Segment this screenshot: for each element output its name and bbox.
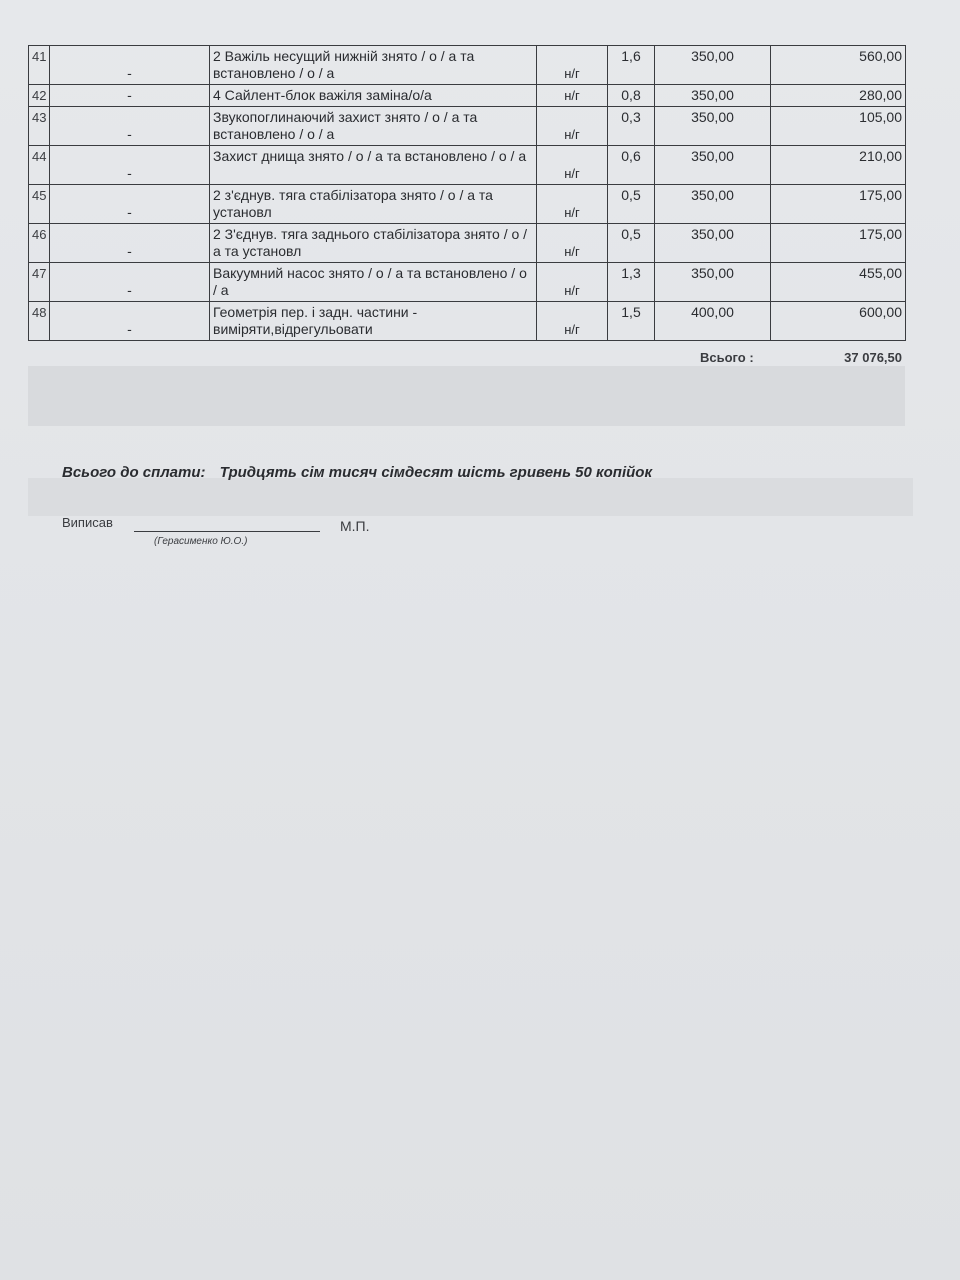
row-number: 48 <box>29 302 50 341</box>
payment-line <box>62 464 652 481</box>
row-price: 400,00 <box>655 302 771 341</box>
row-unit-text: н/г <box>564 166 580 181</box>
row-unit <box>537 263 608 302</box>
row-unit-text: н/г <box>564 66 580 81</box>
row-unit <box>537 107 608 146</box>
payment-label: Всього до сплати: <box>62 464 206 481</box>
row-number: 44 <box>29 146 50 185</box>
row-quantity: 0,3 <box>608 107 655 146</box>
row-quantity: 1,5 <box>608 302 655 341</box>
row-code-text: - <box>127 65 132 81</box>
row-number: 43 <box>29 107 50 146</box>
table-row <box>29 185 906 224</box>
table-body <box>29 46 906 341</box>
row-unit <box>537 185 608 224</box>
row-code <box>50 85 210 107</box>
row-quantity: 1,6 <box>608 46 655 85</box>
gray-band-payment <box>28 478 913 516</box>
row-sum: 175,00 <box>771 224 906 263</box>
row-description: Геометрія пер. і задн. частини - виміряти,відрегульовати <box>210 302 537 341</box>
row-code-text: - <box>127 87 132 103</box>
row-number: 42 <box>29 85 50 107</box>
row-code-text: - <box>127 165 132 181</box>
row-quantity: 1,3 <box>608 263 655 302</box>
row-code <box>50 185 210 224</box>
total-value: 37 076,50 <box>844 350 902 365</box>
works-table <box>28 45 906 341</box>
row-description: Звукопоглинаючий захист знято / о / а та встановлено / о / а <box>210 107 537 146</box>
row-sum: 210,00 <box>771 146 906 185</box>
row-sum: 280,00 <box>771 85 906 107</box>
row-number: 46 <box>29 224 50 263</box>
row-sum: 455,00 <box>771 263 906 302</box>
row-quantity: 0,5 <box>608 224 655 263</box>
row-price: 350,00 <box>655 85 771 107</box>
row-quantity: 0,6 <box>608 146 655 185</box>
row-unit-text: н/г <box>564 244 580 259</box>
row-description: 2 Важіль несущий нижній знято / о / а та встановлено / о / а <box>210 46 537 85</box>
row-unit <box>537 302 608 341</box>
table-row <box>29 146 906 185</box>
row-unit-text: н/г <box>564 88 580 103</box>
row-code <box>50 146 210 185</box>
row-code-text: - <box>127 282 132 298</box>
table-row <box>29 85 906 107</box>
row-description: 2 з'єднув. тяга стабілізатора знято / о / а та установл <box>210 185 537 224</box>
row-code-text: - <box>127 321 132 337</box>
row-number: 45 <box>29 185 50 224</box>
table-row <box>29 224 906 263</box>
row-description: 2 З'єднув. тяга заднього стабілізатора знято / о / а та установл <box>210 224 537 263</box>
row-code <box>50 302 210 341</box>
row-code-text: - <box>127 243 132 259</box>
row-unit-text: н/г <box>564 322 580 337</box>
row-sum: 560,00 <box>771 46 906 85</box>
row-sum: 600,00 <box>771 302 906 341</box>
row-code-text: - <box>127 204 132 220</box>
row-number: 41 <box>29 46 50 85</box>
row-price: 350,00 <box>655 224 771 263</box>
row-unit <box>537 85 608 107</box>
issued-by-label: Виписав <box>62 515 113 530</box>
table-row <box>29 46 906 85</box>
stamp-place-label: М.П. <box>340 518 370 534</box>
row-code-text: - <box>127 126 132 142</box>
row-unit <box>537 224 608 263</box>
row-unit-text: н/г <box>564 127 580 142</box>
table-row <box>29 302 906 341</box>
row-unit-text: н/г <box>564 205 580 220</box>
row-code <box>50 224 210 263</box>
row-price: 350,00 <box>655 146 771 185</box>
table-row <box>29 107 906 146</box>
row-quantity: 0,8 <box>608 85 655 107</box>
row-sum: 175,00 <box>771 185 906 224</box>
row-code <box>50 46 210 85</box>
row-price: 350,00 <box>655 46 771 85</box>
signer-name: (Герасименко Ю.О.) <box>154 536 248 547</box>
row-code <box>50 107 210 146</box>
table-row <box>29 263 906 302</box>
total-label: Всього : <box>700 350 754 365</box>
row-unit-text: н/г <box>564 283 580 298</box>
payment-amount-words: Тридцять сім тисяч сімдесят шість гривень 50 копійок <box>219 464 653 481</box>
row-price: 350,00 <box>655 263 771 302</box>
row-code <box>50 263 210 302</box>
row-description: Захист днища знято / о / а та встановлено / о / а <box>210 146 537 185</box>
row-quantity: 0,5 <box>608 185 655 224</box>
row-description: 4 Сайлент-блок важіля заміна/о/а <box>210 85 537 107</box>
row-number: 47 <box>29 263 50 302</box>
signature-line <box>134 531 320 532</box>
row-price: 350,00 <box>655 185 771 224</box>
row-price: 350,00 <box>655 107 771 146</box>
row-unit <box>537 146 608 185</box>
row-sum: 105,00 <box>771 107 906 146</box>
row-unit <box>537 46 608 85</box>
row-description: Вакуумний насос знято / о / а та встановлено / о / а <box>210 263 537 302</box>
gray-band <box>28 366 905 426</box>
